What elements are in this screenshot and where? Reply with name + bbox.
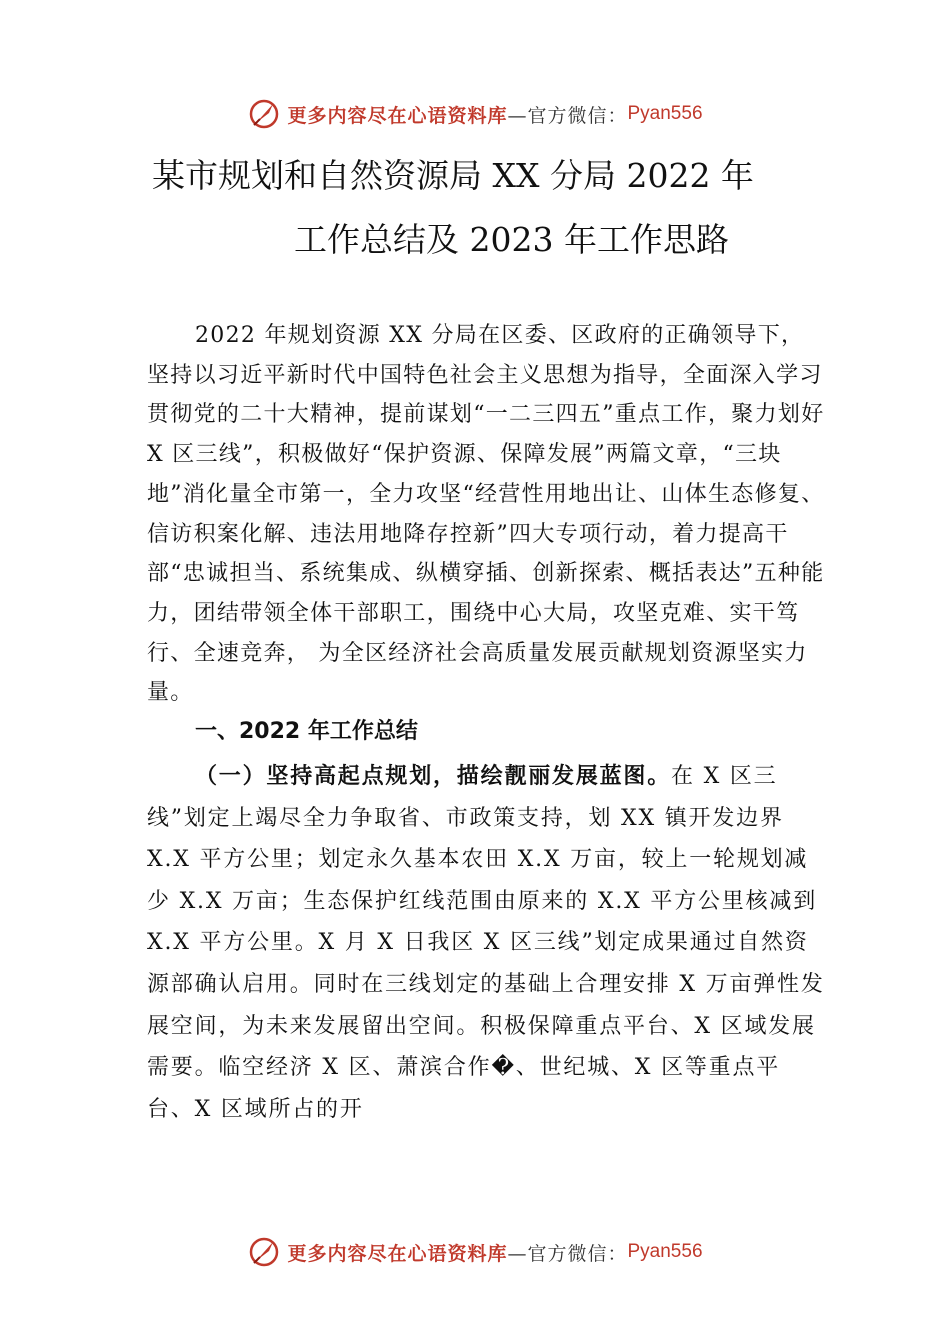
intro-paragraph: 2022 年规划资源 XX 分局在区委、区政府的正确领导下， 坚持以习近平新时代中国特色社会主义思想为指导，全面深入学习贯彻党的二十大精神，提前谋划“一二三四五”重点工作，聚力划好 X 区三线”，积极做好“保护资源、保障发展”两篇文章，“三块地”消化量全市第一，全力攻坚“经营性用地出让、山体生态修复、信访积案化解、违法用地降存控新”四大专项行动，着力提高干部“忠诚担当、系统集成、纵横穿插、创新探索、概括表达”五种能力，团结带领全体干部职工，围绕中心大局，攻坚克难、实干笃行、全速竞奔， 为全区经济社会高质量发展贡献规划资源坚实力量。 [147, 323, 825, 706]
quill-logo-icon [247, 97, 281, 131]
quill-logo-icon [247, 1235, 281, 1269]
doc-title-line-2: 工作总结及 2023 年工作思路 [294, 220, 729, 259]
header-banner [0, 94, 950, 134]
section-paragraph-1 [147, 756, 827, 1130]
section-heading-1: 一、2022 年工作总结 [195, 719, 418, 744]
banner-wechat-id: Pyan556 [627, 1241, 703, 1262]
doc-title-line-1: 某市规划和自然资源局 XX 分局 2022 年 [152, 156, 754, 195]
paragraph-body: 在 X 区三线”划定上竭尽全力争取省、市政策支持，划 XX 镇开发边界 X.X 平方公里；划定永久基本农田 X.X 万亩，较上一轮规划减少 X.X 万亩；生态保护红线范围由原来的 X.X 平方公里核减到 X.X 平方公里。X 月 X 日我区 X 区三线”划定成果通过自然资源部确认启用。同时在三线划定的基础上合理安排 X 万亩弹性发展空间，为未来发展留出空间。积极保障重点平台、X 区域发展需要。临空经济 X 区、萧滨合作�、世纪城、X 区等重点平台、X 区域所占的开 [147, 764, 825, 1122]
banner-sub-text: —官方微信： [507, 1242, 628, 1265]
banner-sub-text: —官方微信： [507, 104, 628, 127]
footer-banner [0, 1232, 950, 1272]
banner-main-text: 更多内容尽在心语资料库 [287, 104, 508, 127]
banner-wechat-id: Pyan556 [627, 103, 703, 124]
paragraph-lead: （一）坚持高起点规划，描绘靓丽发展蓝图。 [195, 763, 672, 789]
banner-main-text: 更多内容尽在心语资料库 [287, 1242, 508, 1265]
